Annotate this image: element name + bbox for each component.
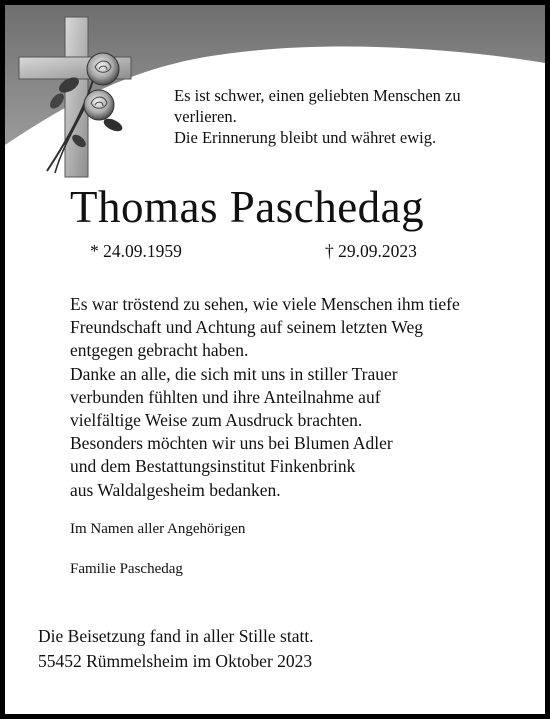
text-line: und dem Bestattungsinstitut Finkenbrink xyxy=(70,456,356,477)
cross-with-roses-icon xyxy=(17,13,147,183)
text-line: Es war tröstend zu sehen, wie viele Menschen ihm tiefe xyxy=(70,294,460,314)
text-line: verbunden fühlten und ihre Anteilnahme auf xyxy=(70,386,381,407)
footer-line: 55452 Rümmelsheim im Oktober 2023 xyxy=(38,651,313,671)
motto-line: verlieren. xyxy=(174,107,237,126)
text-line: Besonders möchten wir uns bei Blumen Adler xyxy=(70,433,393,454)
deceased-name: Thomas Paschedag xyxy=(70,182,425,232)
text-line: Freundschaft und Achtung auf seinem letzten Weg xyxy=(70,317,424,338)
motto-line: Es ist schwer, einen geliebten Menschen zu xyxy=(174,86,461,105)
motto-line: Die Erinnerung bleibt und währet ewig. xyxy=(174,128,437,147)
death-date: † 29.09.2023 xyxy=(325,241,417,261)
footer-line: Die Beisetzung fand in aller Stille statt. xyxy=(38,626,314,646)
text-line: aus Waldalgesheim bedanken. xyxy=(70,479,281,500)
text-line: Danke an alle, die sich mit uns in stiller Trauer xyxy=(70,363,398,384)
thank-you-text xyxy=(70,293,540,502)
text-line: vielfältige Weise zum Ausdruck brachten. xyxy=(70,410,363,431)
birth-date: * 24.09.1959 xyxy=(90,241,182,261)
motto-quote xyxy=(174,85,534,148)
text-line: entgegen gebracht haben. xyxy=(70,340,249,361)
signature-line: Im Namen aller Angehörigen xyxy=(70,521,246,537)
signature-family: Familie Paschedag xyxy=(70,561,183,577)
funeral-note xyxy=(38,624,538,674)
